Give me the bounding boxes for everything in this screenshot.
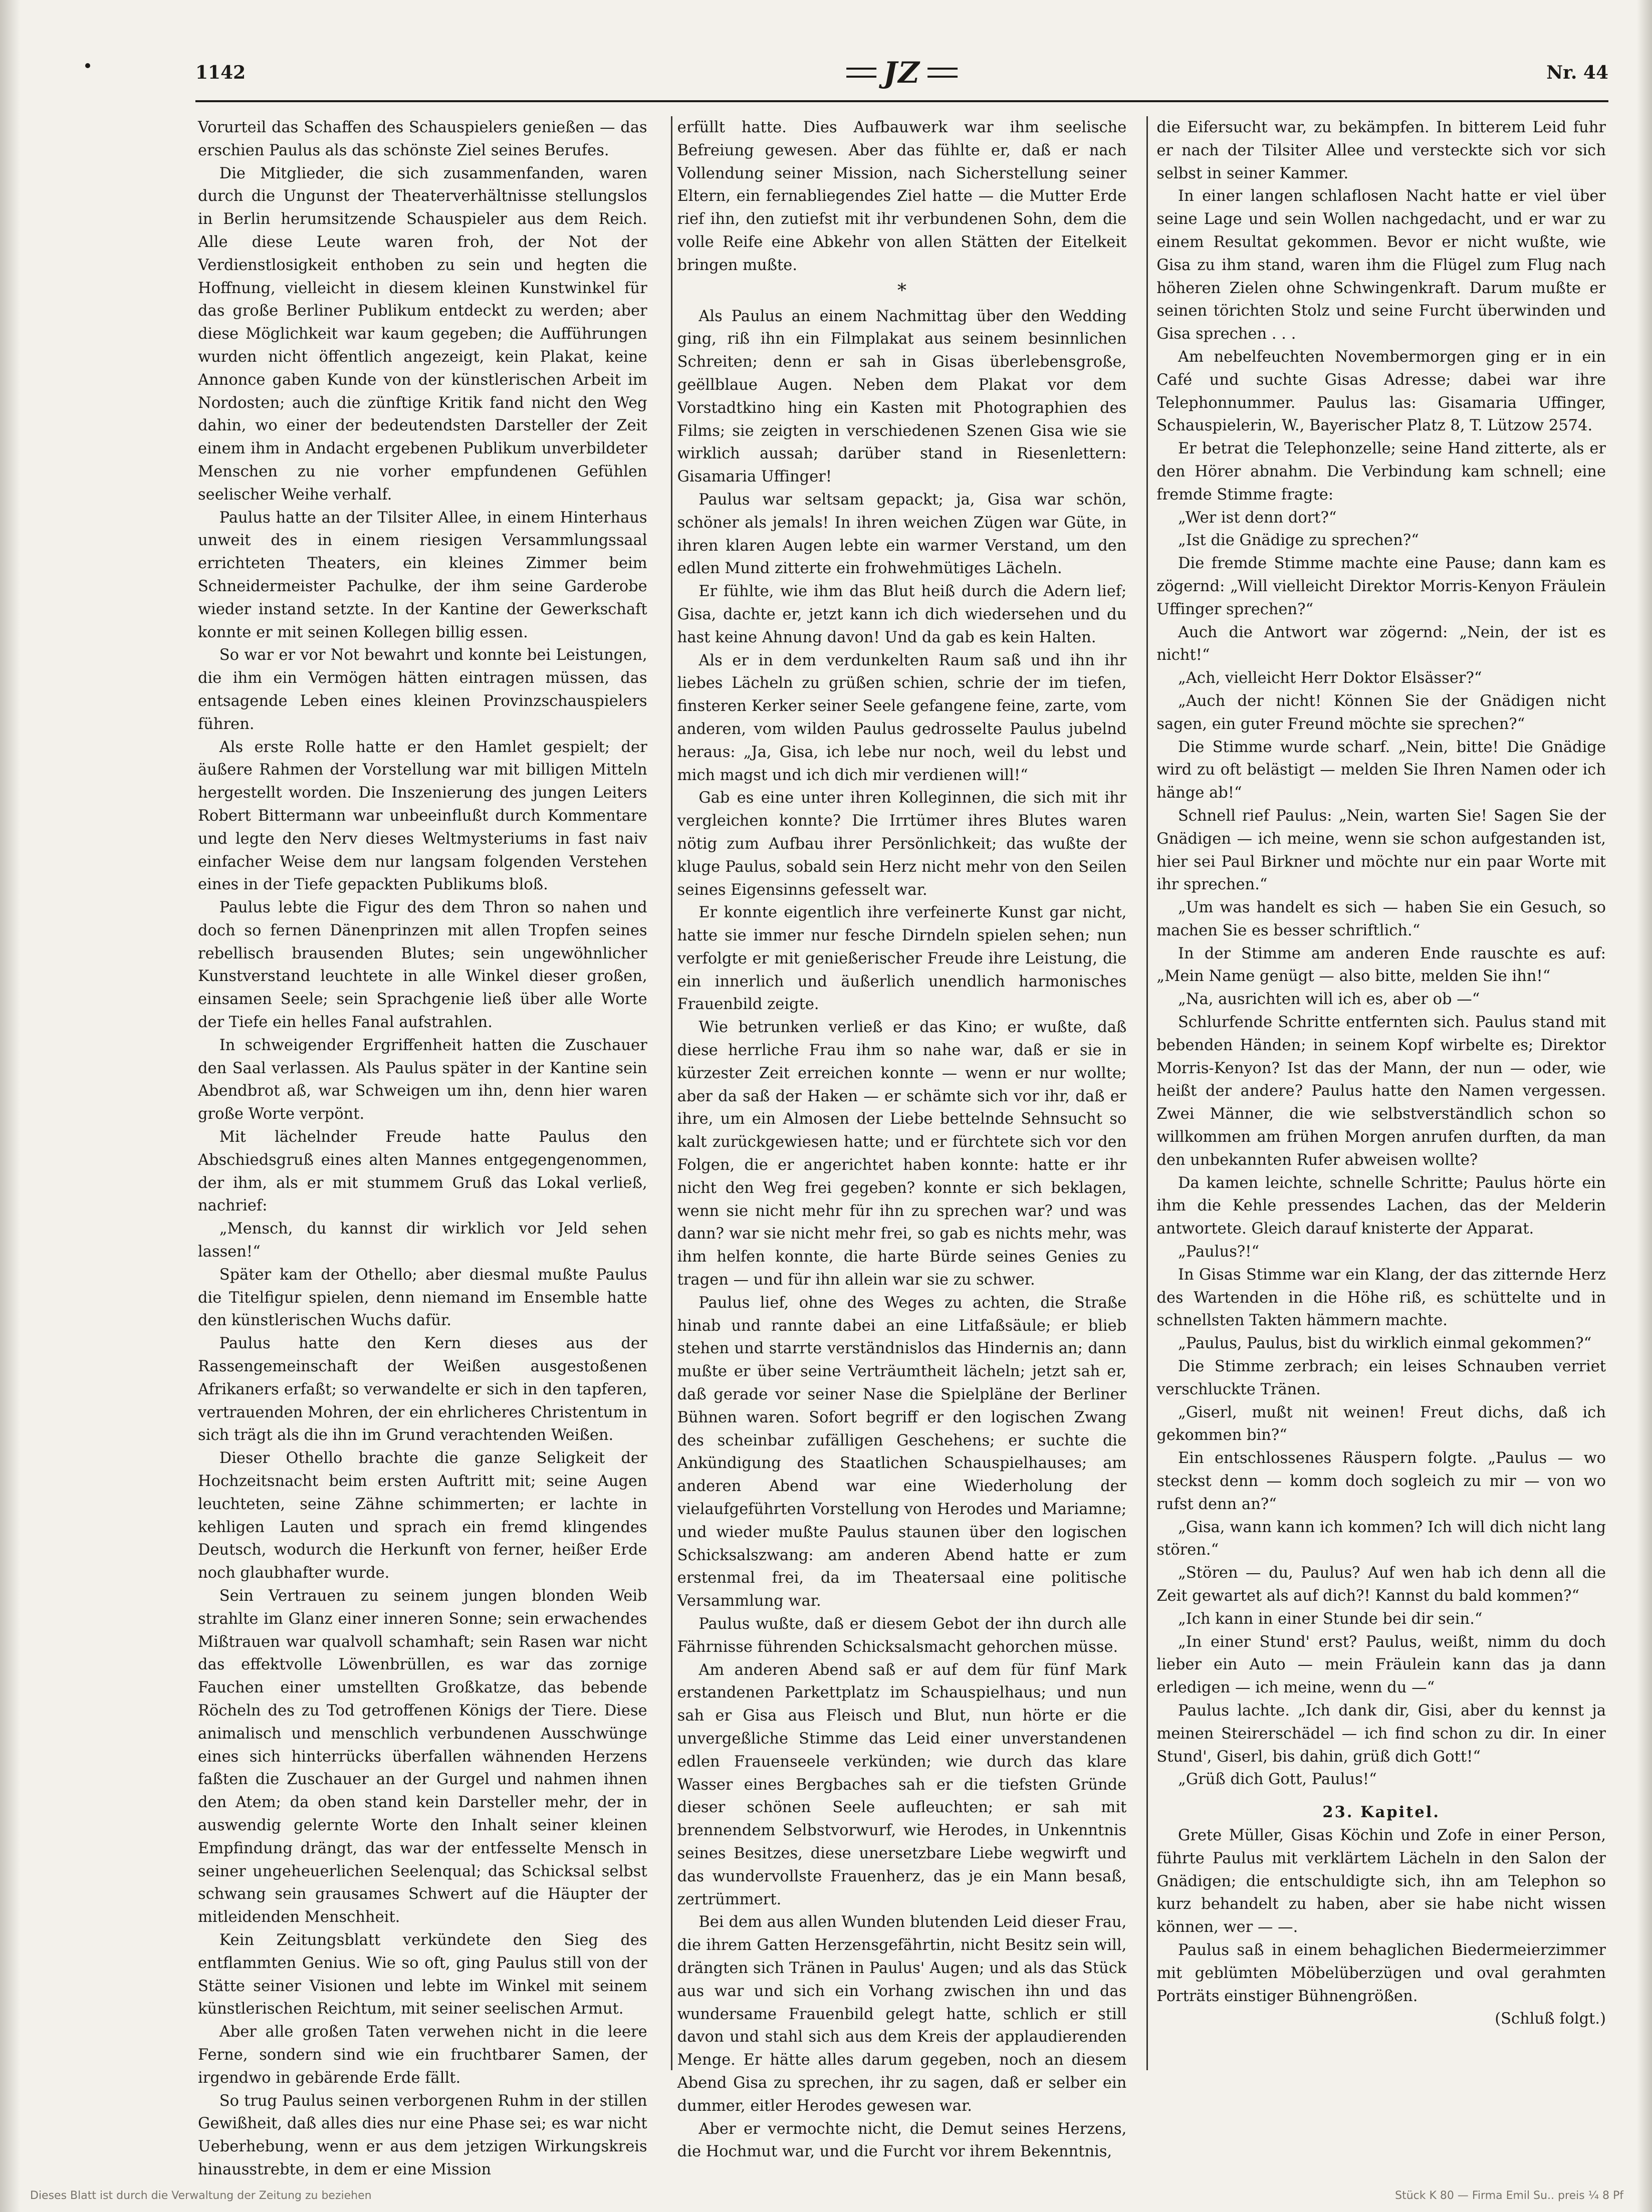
paragraph: Sein Vertrauen zu seinem jungen blonden Weib strahlte im Glanz einer inneren Sonne; sein erwachendes Mißtrauen war qualvoll schamhaft; sein Rasen war nicht das effektvolle Löwenbrüllen, es war das zornige Fauchen einer umstellten Großkatze, das bebende Röcheln des zu Tod getroffenen Königs der Tiere. Diese animalisch und menschlich verbundenen Ausschwünge eines sich hinterrücks überfallen wähnenden Herzens faßten die Zuschauer an der Gurgel und nahmen ihnen den Atem; da oben stand kein Darsteller mehr, der in auswendig gelernte Worte den Inhalt seiner kleinen Empfindung drängt, das war der entfesselte Mensch in seiner ungeheuerlichen Seelenqual; das Schicksal selbst schwang sein grausames Schwert auf die Häupter der mitleidenden Menschheit. [198, 1587, 647, 1926]
paragraph: Die fremde Stimme machte eine Pause; dann kam es zögernd: „Will vielleicht Direktor Morris-Kenyon Fräulein Uffinger sprechen?“ [1156, 555, 1606, 618]
paragraph: In einer langen schlaflosen Nacht hatte er viel über seine Lage und sein Wollen nachgedacht, und er war zu einem Resultat gekommen. Bevor er nicht wußte, wie Gisa zu ihm stand, waren ihm die Flügel zum Flug nach höheren Zielen ohne Schwingenkraft. Darum mußte er seinen törichten Stolz und seine Furcht überwinden und Gisa sprechen . . . [1156, 187, 1606, 343]
scan-left-edge [0, 0, 20, 2212]
paragraph: Am nebelfeuchten Novembermorgen ging er in ein Café und suchte Gisas Adresse; dabei war ihre Telephonnummer. Paulus las: Gisamaria Uffinger, Schauspielerin, W., Bayerischer Platz 8, T. Lützow 2574. [1156, 348, 1606, 435]
paragraph: „Paulus?!“ [1178, 1243, 1260, 1261]
article-columns [198, 116, 1606, 2178]
paragraph: Wie betrunken verließ er das Kino; er wußte, daß diese herrliche Frau ihm so nahe war, daß er sie in kürzester Zeit erreichen konnte — wenn er nur wollte; aber da saß der Haken — er schämte sich vor ihr, daß er ihre, um ein Almosen der Liebe bettelnde Sehnsucht so kalt zurückgewiesen hatte; und er fürchtete sich vor den Folgen, die er angerichtet haben konnte: hatte er ihr nicht den Weg frei gegeben? konnte er sich beklagen, wenn sie nicht mehr für ihn zu sprechen war? und was dann? war sie nicht mehr frei, so gab es nichts mehr, was ihm helfen konnte, die harte Bürde seines Genies zu tragen — und für ihn allein war sie zu schwer. [677, 1019, 1127, 1289]
paragraph: Später kam der Othello; aber diesmal mußte Paulus die Titelfigur spielen, denn niemand im Ensemble hatte den künstlerischen Wuchs dafür. [198, 1266, 647, 1330]
paragraph: Am anderen Abend saß er auf dem für fünf Mark erstandenen Parkettplatz im Schauspielhaus; und nun sah er Gisa aus Fleisch und Blut, nun hörte er die unvergeßliche Stimme das Leid einer unverstandenen edlen Frauenseele verkünden; wie durch das klare Wasser eines Bergbaches sah er die tiefsten Gründe dieser schönen Seele aufleuchten; er sah mit brennendem Selbstvorwurf, wie Herodes, in Unkenntnis seines Besitzes, diese unersetzbare Liebe wegwirft und das wundervollste Frauenherz, das je ein Mann besaß, zertrümmert. [677, 1661, 1127, 1908]
paragraph: In schweigender Ergriffenheit hatten die Zuschauer den Saal verlassen. Als Paulus später in der Kantine sein Abendbrot aß, war Schweigen um ihn, denn hier waren große Worte verpönt. [198, 1036, 647, 1123]
paragraph: „Stören — du, Paulus? Auf wen hab ich denn all die Zeit gewartet als auf dich?! Kannst du bald kommen?“ [1156, 1564, 1606, 1605]
masthead [846, 56, 958, 90]
masthead-logo: JZ [883, 56, 920, 90]
paragraph: „Grüß dich Gott, Paulus!“ [1178, 1771, 1377, 1789]
paragraph: „Mensch, du kannst dir wirklich vor Jeld sehen lassen!“ [198, 1220, 647, 1261]
paragraph: „Na, ausrichten will ich es, aber ob —“ [1178, 991, 1480, 1009]
page-number: 1142 [195, 62, 246, 83]
paragraph: Die Stimme wurde scharf. „Nein, bitte! Die Gnädige wird zu oft belästigt — melden Sie Ihren Namen oder ich hänge ab!“ [1156, 738, 1606, 802]
paragraph: Paulus hatte an der Tilsiter Allee, in einem Hinterhaus unweit des in einem riesigen Versammlungssaal errichteten Theaters, ein kleines Zimmer beim Schneidermeister Pachulke, der ihm seine Garderobe wieder instand setzte. In der Kantine der Gewerkschaft konnte er mit seinen Kollegen billig essen. [198, 509, 647, 641]
paragraph: erfüllt hatte. Dies Aufbauwerk war ihm seelische Befreiung gewesen. Aber das fühlte er, daß er nach Vollendung seiner Mission, nach Sicherstellung seiner Eltern, ein fernabliegendes Ziel hatte — die Mutter Erde rief ihn, den zutiefst mit ihr verbundenen Sohn, dem die volle Reife eine Abkehr von allen Stätten der Eitelkeit bringen mußte. [677, 119, 1127, 274]
issue-number: Nr. 44 [1546, 62, 1608, 83]
paragraph: Er fühlte, wie ihm das Blut heiß durch die Adern lief; Gisa, dachte er, jetzt kann ich dich wiedersehen und du hast keine Ahnung davon! Und da gab es kein Halten. [677, 583, 1127, 646]
masthead-ornament-right [927, 68, 958, 78]
paragraph: Als er in dem verdunkelten Raum saß und ihn ihr liebes Lächeln zu grüßen schien, schrie der im tiefen, finsteren Kerker seiner Seele gefangene feine, zarte, vom anderen, vom wilden Paulus gedrosselte Paulus jubelnd heraus: „Ja, Gisa, ich lebe nur noch, weil du lebst und mich magst und ich dich mir verdienen will!“ [677, 651, 1127, 784]
paragraph: Die Mitglieder, die sich zusammenfanden, waren durch die Ungunst der Theaterverhältnisse stellungslos in Berlin herumsitzende Schauspieler aus dem Reich. Alle diese Leute waren froh, der Not der Verdienstlosigkeit enthoben zu sein und hegten die Hoffnung, vielleicht in diesem kleinen Kunstwinkel für das große Berliner Publikum entdeckt zu werden; aber diese Möglichkeit war kaum gegeben; die Aufführungen wurden nicht öffentlich angezeigt, kein Plakat, keine Annonce gaben Kunde von der künstlerischen Arbeit im Nordosten; auch die zünftige Kritik fand nicht den Weg dahin, wo einer der bedeutendsten Darsteller der Zeit einem ihm in Andacht ergebenen Publikum unverbildeter Menschen zu nie vorher empfundenen Gefühlen seelischer Weihe verhalf. [198, 164, 647, 504]
paragraph: Paulus lebte die Figur des dem Thron so nahen und doch so fernen Dänenprinzen mit allen Tropfen seines rebellisch brausenden Blutes; sein ungewöhnlicher Kunstverstand leuchtete in alle Winkel dieser großen, einsamen Seele; sein Sprachgenie ließ über alle Worte der Tiefe ein helles Fanal aufstrahlen. [198, 899, 647, 1032]
paragraph: „Gisa, wann kann ich kommen? Ich will dich nicht lang stören.“ [1156, 1518, 1606, 1559]
paragraph: Ein entschlossenes Räuspern folgte. „Paulus — wo steckst denn — komm doch sogleich zu mir — von wo rufst denn an?“ [1156, 1449, 1606, 1513]
paragraph: Paulus lief, ohne des Weges zu achten, die Straße hinab und rannte dabei an eine Litfaßsäule; er blieb stehen und starrte verständnislos das Hindernis an; dann mußte er über seine Verträumtheit lächeln; jetzt sah er, daß gerade vor seiner Nase die Spielpläne der Berliner Bühnen waren. Sofort begriff er den logischen Zwang des scheinbar zufälligen Geschehens; er suchte die Ankündigung des Staatlichen Schauspielhauses; am anderen Abend war eine Wiederholung der vielaufgeführten Vorstellung von Herodes und Mariamne; und wieder mußte Paulus staunen über den logischen Schicksalszwang: am anderen Abend hatte er zum erstenmal frei, da im Theatersaal eine politische Versammlung war. [677, 1294, 1127, 1610]
footer-left-text: Dieses Blatt ist durch die Verwaltung der Zeitung zu beziehen [30, 2189, 372, 2202]
paragraph: „In einer Stund' erst? Paulus, weißt, nimm du doch lieber ein Auto — mein Fräulein kann das ja dann erledigen — ich meine, wenn du —“ [1156, 1633, 1606, 1697]
masthead-ornament-left [846, 68, 876, 78]
paragraph: Paulus wußte, daß er diesem Gebot der ihn durch alle Fährnisse führenden Schicksalsmacht gehorchen müsse. [677, 1615, 1127, 1656]
paragraph: „Auch der nicht! Können Sie der Gnädigen nicht sagen, ein guter Freund möchte sie sprechen?“ [1156, 692, 1606, 733]
paragraph: So war er vor Not bewahrt und konnte bei Leistungen, die ihm ein Vermögen hätten eintragen müssen, das entsagende Leben eines kleinen Provinzschauspielers führen. [198, 646, 647, 733]
paragraph: Schlurfende Schritte entfernten sich. Paulus stand mit bebenden Händen; in seinem Kopf wirbelte es; Direktor Morris-Kenyon? Ist das der Mann, der nun — oder, wie heißt der andere? Paulus hatte den Namen vergessen. Zwei Männer, die wie selbstverständlich schon so willkommen am frühen Morgen anrufen durften, da man den unbekannten Rufer abweisen wollte? [1156, 1014, 1606, 1169]
paragraph: Vorurteil das Schaffen des Schauspielers genießen — das erschien Paulus als das schönste Ziel seines Berufes. [198, 119, 647, 159]
paragraph: Gab es eine unter ihren Kolleginnen, die sich mit ihr vergleichen konnte? Die Irrtümer ihres Blutes waren nötig zum Aufbau ihrer Persönlichkeit; das wußte der kluge Paulus, sobald sein Herz nicht mehr von den Seilen seines Eigensinns gefesselt war. [677, 789, 1127, 899]
paragraph: Paulus war seltsam gepackt; ja, Gisa war schön, schöner als jemals! In ihren weichen Zügen war Güte, in ihren klaren Augen lebte ein warmer Verstand, um den edlen Mund zitterte ein frohwehmütiges Lächeln. [677, 490, 1127, 578]
footer-strip [30, 2189, 1623, 2207]
paragraph: „Um was handelt es sich — haben Sie ein Gesuch, so machen Sie es besser schriftlich.“ [1156, 899, 1606, 939]
paragraph: So trug Paulus seinen verborgenen Ruhm in der stillen Gewißheit, daß alles dies nur eine Phase sei; es war nicht Ueberhebung, wenn er aus dem jetzigen Wirkungskreis hinausstrebte, in dem er eine Mission [198, 2092, 647, 2178]
footer-right-text: Stück K 80 — Firma Emil Su.. preis ¼ 8 Pf [1395, 2189, 1623, 2202]
paragraph: Er betrat die Telephonzelle; seine Hand zitterte, als er den Hörer abnahm. Die Verbindung kam schnell; eine fremde Stimme fragte: [1156, 440, 1606, 504]
column-1 [198, 116, 647, 2178]
paragraph: Mit lächelnder Freude hatte Paulus den Abschiedsgruß eines alten Mannes entgegengenommen, der ihm, als er mit stummem Gruß das Lokal verließ, nachrief: [198, 1128, 647, 1215]
paragraph: Auch die Antwort war zögernd: „Nein, der ist es nicht!“ [1156, 623, 1606, 664]
paragraph: Er konnte eigentlich ihre verfeinerte Kunst gar nicht, hatte sie immer nur fesche Dirndeln spielen sehen; nun verfolgte er mit genießerischer Freude ihre Leistung, die ein innerlich und äußerlich unendlich harmonisches Frauenbild zeigte. [677, 904, 1127, 1014]
paragraph: Aber er vermochte nicht, die Demut seines Herzens, die Hochmut war, und die Furcht vor ihrem Bekenntnis, [677, 2120, 1127, 2161]
paragraph: Paulus lachte. „Ich dank dir, Gisi, aber du kennst ja meinen Steirerschädel — ich find schon zu dir. In einer Stund', Giserl, bis dahin, grüß dich Gott!“ [1156, 1701, 1606, 1766]
chapter-heading: 23. Kapitel. [1322, 1803, 1440, 1822]
paragraph: Bei dem aus allen Wunden blutenden Leid dieser Frau, die ihrem Gatten Herzensgefährtin, nicht Besitz sein will, drängten sich Tränen in Paulus' Augen; und als das Stück aus war und sich ein Vorhang zwischen ihn und das wundersame Frauenbild gelegt hatte, schlich er still davon und stahl sich aus dem Kreis der applaudierenden Menge. Er hätte alles darum gegeben, noch an diesem Abend Gisa zu sprechen, ihr zu sagen, daß er selber ein dummer, eitler Herodes gewesen war. [677, 1913, 1127, 2115]
paragraph: „Ich kann in einer Stunde bei dir sein.“ [1178, 1610, 1483, 1628]
section-break: * [897, 280, 906, 301]
column-3 [1156, 116, 1606, 2070]
paragraph: Paulus hatte den Kern dieses aus der Rassengemeinschaft der Weißen ausgestoßenen Afrikaners erfaßt; so verwandelte er sich in den tapferen, vertrauenden Mohren, der ein ehrlicheres Christentum in sich trägt als die ihn im Grund verachtenden Weißen. [198, 1335, 647, 1444]
page-header [195, 50, 1608, 95]
header-rule [195, 100, 1608, 102]
margin-dot [85, 63, 90, 68]
scan-right-edge [1637, 0, 1652, 2212]
paragraph: „Paulus, Paulus, bist du wirklich einmal gekommen?“ [1178, 1335, 1592, 1353]
continued-note: (Schluß folgt.) [1495, 2010, 1606, 2028]
paragraph: Die Stimme zerbrach; ein leises Schnauben verriet verschluckte Tränen. [1156, 1358, 1606, 1398]
column-2 [677, 116, 1127, 2161]
paragraph: Paulus saß in einem behaglichen Biedermeierzimmer mit geblümten Möbelüberzügen und oval gerahmten Porträts einstiger Bühnengrößen. [1156, 1941, 1606, 2005]
paragraph: Als Paulus an einem Nachmittag über den Wedding ging, riß ihn ein Filmplakat aus seinem besinnlichen Schreiten; denn er sah in Gisas überlebensgroße, geëllblaue Augen. Neben dem Plakat vor dem Vorstadtkino hing ein Kasten mit Photographien des Films; sie zeigten in verschiedenen Szenen Gisa wie sie wirklich aussah; darüber stand in Riesenlettern: Gisamaria Uffinger! [677, 307, 1127, 486]
paragraph: „Giserl, mußt nit weinen! Freut dichs, daß ich gekommen bin?“ [1156, 1403, 1606, 1444]
paragraph: Aber alle großen Taten verwehen nicht in die leere Ferne, sondern sind wie ein fruchtbarer Samen, der irgendwo in gebärende Erde fällt. [198, 2023, 647, 2087]
paragraph: Schnell rief Paulus: „Nein, warten Sie! Sagen Sie der Gnädigen — ich meine, wenn sie schon aufgestanden ist, hier sei Paul Birkner und möchte nur ein paar Worte mit ihr sprechen.“ [1156, 807, 1606, 894]
paragraph: „Ach, vielleicht Herr Doktor Elsässer?“ [1178, 669, 1482, 687]
paragraph: In Gisas Stimme war ein Klang, der das zitternde Herz des Wartenden in die Höhe riß, es schüttelte und in schnellsten Takten hämmern machte. [1156, 1266, 1606, 1330]
paragraph: Dieser Othello brachte die ganze Seligkeit der Hochzeitsnacht beim ersten Auftritt mit; seine Augen leuchteten, seine Zähne schimmerten; er lachte in kehligen Lauten und sprach ein fremd klingendes Deutsch, wodurch die Herkunft von ferner, heißer Erde noch glaubhafter wurde. [198, 1449, 647, 1582]
paragraph: Als erste Rolle hatte er den Hamlet gespielt; der äußere Rahmen der Vorstellung war mit billigen Mitteln hergestellt worden. Die Inszenierung des jungen Leiters Robert Bittermann war unbeeinflußt durch Kommentare und legte den Nerv dieses Weltmysteriums in fast naiv einfacher Weise dem nur langsam folgenden Verstehen eines in der Tiefe gepackten Publikums bloß. [198, 738, 647, 894]
paragraph: Da kamen leichte, schnelle Schritte; Paulus hörte ein ihm die Kehle pressendes Lachen, das der Melderin antwortete. Gleich darauf knisterte der Apparat. [1156, 1174, 1606, 1238]
paragraph: Grete Müller, Gisas Köchin und Zofe in einer Person, führte Paulus mit verklärtem Lächeln in den Salon der Gnädigen; die entschuldigte sich, ihn am Telephon so kurz behandelt zu haben, aber sie habe nicht wissen können, wer — —. [1156, 1826, 1606, 1936]
paragraph: die Eifersucht war, zu bekämpfen. In bitterem Leid fuhr er nach der Tilsiter Allee und versteckte sich vor sich selbst in seiner Kammer. [1156, 119, 1606, 182]
paragraph: In der Stimme am anderen Ende rauschte es auf: „Mein Name genügt — also bitte, melden Sie ihn!“ [1156, 944, 1606, 986]
paragraph: Kein Zeitungsblatt verkündete den Sieg des entflammten Genius. Wie so oft, ging Paulus still von der Stätte seiner Visionen und lebte im Winkel mit seinem künstlerischen Reichtum, mit seiner seelischen Armut. [198, 1931, 647, 2018]
paragraph: „Wer ist denn dort?“ [1178, 509, 1337, 527]
paragraph: „Ist die Gnädige zu sprechen?“ [1178, 532, 1419, 550]
